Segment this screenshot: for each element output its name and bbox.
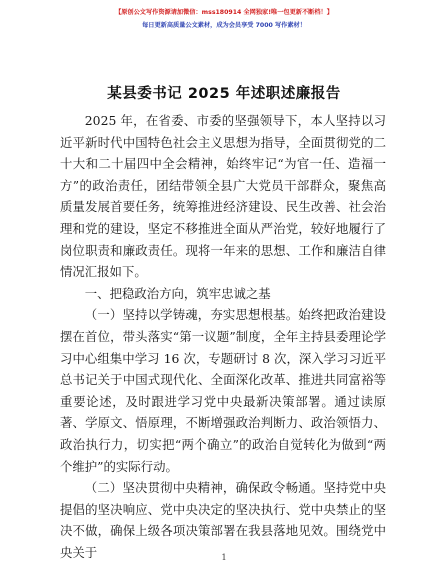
section-heading: 一、把稳政治方向，筑牢忠诚之基: [84, 285, 271, 301]
document-body: [60, 110, 386, 563]
promo-banner-top[interactable]: 【原创公文写作资源请加微信：mss180914 全网独家!唯一包更新不断档！】: [115, 9, 333, 16]
body-paragraph: （二）坚决贯彻中央精神，确保政令畅通。坚持党中央提倡的坚决响应、党中央决定的坚决执行、党中央禁止的坚决不做，确保上级各项决策部署在我县落地见效。围绕党中央关于: [60, 480, 386, 560]
body-paragraph: （一）坚持以学铸魂，夯实思想根基。始终把政治建设摆在首位，带头落实“第一议题”制度，全年主持县委理论学习中心组集中学习 16 次，专题研讨 8 次，深入学习习近平总书记关于中国式现代化、全面深化改革、推进共同富裕等重要论述，及时跟进学习党中央最新决策部署。通过读原著、学原文、悟原理，不断增强政治判断力、政治领悟力、政治执行力，切实把“两个确立”的政治自觉转化为做到“两个维护”的实际行动。: [60, 307, 386, 474]
intro-paragraph: 2025 年，在省委、市委的坚强领导下，本人坚持以习近平新时代中国特色社会主义思想为指导，全面贯彻党的二十大和二十届四中全会精神，始终牢记“为官一任、造福一方”的政治责任，团结带领全县广大党员干部群众，聚焦高质量发展首要任务，统筹推进经济建设、民生改善、社会治理和党的建设，坚定不移推进全面从严治党，较好地履行了岗位职责和廉政责任。现将一年来的思想、工作和廉洁自律情况汇报如下。: [60, 113, 386, 280]
promo-banner-bottom[interactable]: 每日更新高质量公文素材，成为会员享受 7000 写作素材！: [142, 22, 306, 29]
document-title: 某县委书记 2025 年述职述廉报告: [107, 86, 341, 102]
page-number: 1: [221, 553, 227, 562]
